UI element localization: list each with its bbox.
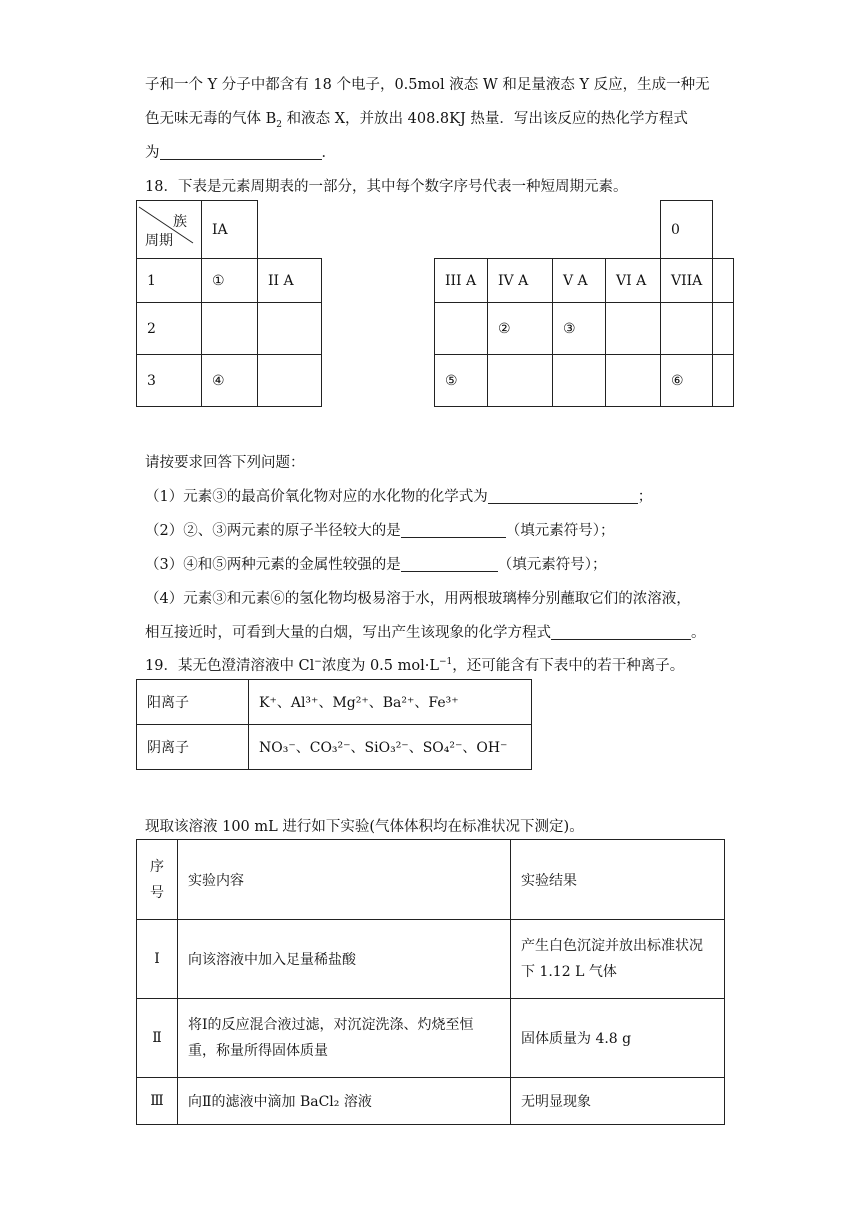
exp-row-2 — [137, 999, 725, 1078]
q19-intro-sup2: −1 — [438, 657, 453, 668]
q17-line1-text: 子和一个 Y 分子中都含有 18 个电子，0.5mol 液态 W 和足量液态 Y 反应，生成一种无 — [145, 77, 710, 93]
cell-2-VA: ③ — [553, 303, 606, 355]
col-IA: IA — [202, 201, 258, 259]
ion-list-anion: NO₃⁻、CO₃²⁻、SiO₃²⁻、SO₄²⁻、OH⁻ — [249, 725, 532, 770]
exp-row3-no: Ⅲ — [137, 1078, 178, 1125]
q17-answer-blank[interactable] — [160, 145, 322, 160]
q19-exp-intro — [145, 815, 584, 836]
header-zu: 族 — [173, 214, 187, 230]
periodic-header-row — [137, 201, 734, 259]
q18-sub2-b: （填元素符号）； — [505, 523, 615, 539]
cell-1-IIIA: III A — [435, 259, 488, 303]
header-zhouqi: 周期 — [145, 233, 173, 249]
exp-header-no: 序号 — [137, 840, 178, 920]
exp-header-result: 实验结果 — [511, 840, 725, 920]
q18-sub4-line2-a: 相互接近时，可看到大量的白烟，写出产生该现象的化学方程式 — [145, 625, 551, 641]
q19-exp-intro-text: 现取该溶液 100 mL 进行如下实验(气体体积均在标准状况下测定)。 — [145, 819, 584, 835]
cell-2-IVA: ② — [488, 303, 553, 355]
cell-3-IVA — [488, 355, 553, 407]
cell-2-VIA — [606, 303, 661, 355]
ion-list-cation: K⁺、Al³⁺、Mg²⁺、Ba²⁺、Fe³⁺ — [249, 680, 532, 725]
q17-line2 — [145, 107, 688, 130]
q19-intro-c: ，还可能含有下表中的若干种离子。 — [452, 658, 685, 674]
q18-sub3-a: （3）④和⑤两种元素的金属性较强的是 — [145, 557, 401, 573]
cell-1-IIA: II A — [258, 259, 322, 303]
ion-table — [136, 679, 532, 770]
cell-2-IA — [202, 303, 258, 355]
exp-row1-no: Ⅰ — [137, 920, 178, 999]
q18-prompt-text: 请按要求回答下列问题： — [145, 455, 305, 471]
q17-line3 — [145, 141, 336, 162]
gap-row3 — [322, 355, 435, 407]
gap-row1 — [322, 259, 435, 303]
q17-line3-b: ． — [321, 145, 336, 161]
q17-line2-sub: 2 — [276, 119, 282, 130]
q18-sub3-b: （填元素符号）； — [497, 557, 607, 573]
q18-intro-text: 18．下表是元素周期表的一部分，其中每个数字序号代表一种短周期元素。 — [145, 179, 628, 195]
q17-line2-b: 和液态 X，并放出 408.8KJ 热量．写出该反应的热化学方程式 — [282, 111, 688, 127]
exp-header-content: 实验内容 — [178, 840, 511, 920]
cell-1-VIA: VI A — [606, 259, 661, 303]
period-3-label: 3 — [137, 355, 202, 407]
q18-sub3-blank[interactable] — [401, 557, 498, 572]
cell-3-VIA — [606, 355, 661, 407]
cell-2-IIA — [258, 303, 322, 355]
cell-2-0 — [713, 303, 734, 355]
exp-row-3 — [137, 1078, 725, 1125]
exp-row3-result: 无明显现象 — [511, 1078, 725, 1125]
periodic-row-2 — [137, 303, 734, 355]
q17-line3-a: 为 — [145, 145, 160, 161]
q18-sub1-a: （1）元素③的最高价氧化物对应的水化物的化学式为 — [145, 489, 488, 505]
gap-row2 — [322, 303, 435, 355]
exp-row2-content: 将Ⅰ的反应混合液过滤，对沉淀洗涤、灼烧至恒重，称量所得固体质量 — [178, 999, 511, 1078]
q18-intro — [145, 175, 627, 196]
cell-1-0 — [713, 259, 734, 303]
exp-header-row — [137, 840, 725, 920]
q18-sub4-line1 — [145, 587, 691, 608]
q18-sub4-line2-b: 。 — [691, 625, 706, 641]
q18-sub2-blank[interactable] — [401, 523, 506, 538]
q18-sub4-blank[interactable] — [551, 625, 691, 640]
q18-prompt — [145, 451, 305, 472]
q17-line1 — [145, 73, 710, 94]
diagonal-header-cell — [137, 201, 202, 259]
cell-1-IA: ① — [202, 259, 258, 303]
q18-sub4-line1-text: （4）元素③和元素⑥的氢化物均极易溶于水，用两根玻璃棒分别蘸取它们的浓溶液， — [145, 591, 691, 607]
exp-row2-no: Ⅱ — [137, 999, 178, 1078]
periodic-table — [136, 200, 734, 407]
header-gap2 — [606, 201, 661, 259]
q19-intro-sup: − — [314, 657, 322, 668]
q18-sub1-blank[interactable] — [488, 489, 638, 504]
cell-1-VIIA: VIIA — [661, 259, 713, 303]
experiment-table — [136, 839, 725, 1125]
exp-row1-content: 向该溶液中加入足量稀盐酸 — [178, 920, 511, 999]
cell-3-IIIA: ⑤ — [435, 355, 488, 407]
q18-sub3 — [145, 553, 606, 574]
q18-sub2-a: （2）②、③两元素的原子半径较大的是 — [145, 523, 401, 539]
ion-row-anion — [137, 725, 532, 770]
cell-3-VIIA: ⑥ — [661, 355, 713, 407]
exp-row1-result: 产生白色沉淀并放出标准状况下 1.12 L 气体 — [511, 920, 725, 999]
ion-label-cation: 阳离子 — [137, 680, 249, 725]
period-1-label: 1 — [137, 259, 202, 303]
cell-3-IA: ④ — [202, 355, 258, 407]
q19-intro — [145, 654, 684, 675]
exp-row-1 — [137, 920, 725, 999]
cell-2-IIIA — [435, 303, 488, 355]
q18-sub4-line2 — [145, 621, 706, 642]
header-gap — [258, 201, 606, 259]
cell-3-VA — [553, 355, 606, 407]
exp-row2-result: 固体质量为 4.8 g — [511, 999, 725, 1078]
ion-row-cation — [137, 680, 532, 725]
col-0: 0 — [661, 201, 713, 259]
q18-sub1 — [145, 485, 652, 506]
exp-row3-content: 向Ⅱ的滤液中滴加 BaCl₂ 溶液 — [178, 1078, 511, 1125]
ion-label-anion: 阴离子 — [137, 725, 249, 770]
cell-1-IVA: IV A — [488, 259, 553, 303]
q18-sub1-b: ； — [637, 489, 653, 505]
cell-1-VA: V A — [553, 259, 606, 303]
q19-intro-b: 浓度为 0.5 mol·L — [321, 658, 439, 674]
periodic-row-3 — [137, 355, 734, 407]
cell-2-VIIA — [661, 303, 713, 355]
periodic-row-1 — [137, 259, 734, 303]
cell-3-0 — [713, 355, 734, 407]
cell-3-IIA — [258, 355, 322, 407]
q19-intro-a: 19．某无色澄清溶液中 Cl — [145, 658, 315, 674]
q17-line2-a: 色无味无毒的气体 B — [145, 111, 277, 127]
q18-sub2 — [145, 519, 614, 540]
period-2-label: 2 — [137, 303, 202, 355]
